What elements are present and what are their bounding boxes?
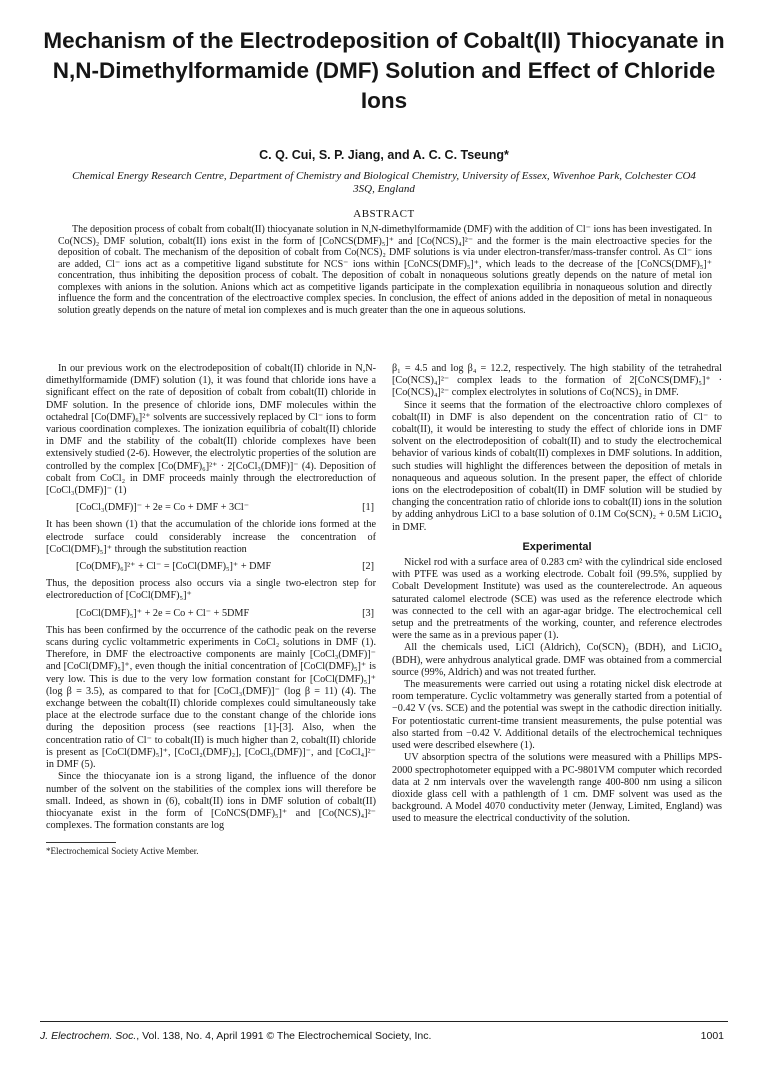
experimental-paragraph-3: The measurements were carried out using a rotating nickel disk electrode at room temperature. Cyclic voltammetry was generally started from a potential of −0.42 V (vs. SCE) and the potential was swept in the cathodic direction initially. For potentiostatic current-time transient measurements, the pulse potential was also started from −0.42 V. Additional details of the electrochemical techniques used were described elsewhere (1).: [392, 679, 722, 752]
footnote: *Electrochemical Society Active Member.: [46, 846, 199, 857]
footer-rule: [40, 1021, 728, 1022]
experimental-paragraph-4: UV absorption spectra of the solutions were measured with a Phillips MPS-2000 spectrophotometer equipped with a PC-9801VM computer which recorded data at 2 nm intervals over the wavelength range 400-800 nm using a silicon dioxide glass cell with a pathlength of 1 cm. DMF solvent was used as the background. A Model 4070 conductivity meter (Jenway, Limited, England) was used to measure the electrical conductivity of the solution.: [392, 752, 722, 825]
intro-paragraph-5: Since the thiocyanate ion is a strong ligand, the influence of the donor number of the solvent on the stabilities of the complex ions will therefore be small. Indeed, as shown in (6), cobalt(II) ions in DMF solution of cobalt(II) thiocyanate exist in the form of [CoNCS(DMF)₅]⁺ and [Co(NCS)₄]²⁻ complexes. The formation constants are log: [46, 771, 376, 832]
intro-paragraph-4: This has been confirmed by the occurrence of the cathodic peak on the reverse scans during cyclic voltammetric experiments in CoCl₂ solutions in DMF (1). Therefore, in DMF the electroactive components are mainly [CoCl₃(DMF)]⁻ and [CoCl(DMF)₅]⁺, even though the initial concentration of [CoCl(DMF)₅]⁺ is very low. This is due to the very low formation constant for [CoCl(DMF)₅]⁺ (log β = 3.5), as compared to that for [CoCl₃(DMF)]⁻ (log β = 11) (4). The exchange between the cobalt(II) chloride complexes could simultaneously take place at the electrode surface due to the constant change of the chloride ions during the deposition process (see reactions [1]-[3]. Also, when the concentration ratio of Cl⁻ to cobalt(II) is much higher than 2, cobalt(II) chloride is present as [CoCl(DMF)₅]⁺, [CoCl₂(DMF)₂], [CoCl₃(DMF)]⁻, and [CoCl₄]²⁻ in DMF (5).: [46, 624, 376, 771]
equation-2-body: [Co(DMF)₆]²⁺ + Cl⁻ = [CoCl(DMF)₅]⁺ + DMF: [76, 561, 272, 573]
author-list: C. Q. Cui, S. P. Jiang, and A. C. C. Tseung*: [259, 148, 509, 162]
left-column: [46, 363, 376, 857]
equation-3-body: [CoCl(DMF)₅]⁺ + 2e = Co + Cl⁻ + 5DMF: [76, 607, 250, 619]
paper-title: Mechanism of the Electrodeposition of Cobalt(II) Thiocyanate in N,N-Dimethylformamide (DMF) Solution and Effect of Chloride Ions: [43, 28, 725, 113]
abstract-heading: ABSTRACT: [353, 208, 415, 220]
experimental-paragraph-2: All the chemicals used, LiCl (Aldrich), Co(SCN)₂ (BDH), and LiClO₄ (BDH), were anhydrous analytical grade. DMF was obtained from a commercial source (99%, Aldrich) and was not treated further.: [392, 642, 722, 678]
right-paragraph-1: β₁ = 4.5 and log β₄ = 12.2, respectively. The high stability of the tetrahedral [Co(NCS)₄]²⁻ complex leads to the formation of 2[CoNCS(DMF)₅]⁺ · [Co(NCS)₄]²⁻ complex electrolytes in solutions of Co(NCS)₂ in DMF.: [392, 363, 722, 399]
intro-paragraph-3: Thus, the deposition process also occurs via a single two-electron step for electroreduction of [CoCl(DMF)₅]⁺: [46, 578, 376, 602]
right-paragraph-2: Since it seems that the formation of the electroactive chloro complexes of cobalt(II) in DMF is also dependent on the concentration ratio of Cl⁻ to cobalt(II), it would be interesting to study the effect of chloride ions in DMF solvent on the electrodeposition of cobalt(II) and to study the electrochemical behavior of various kinds of cobalt(II) complexes in DMF solutions. In addition, such studies will highlight the differences between the deposition of metals in nonaqueous and aqueous solution. In the present paper, the effect of chloride ions on the electrodeposition of cobalt(II) in DMF solution will be studied by changing the concentration ratio of chloride ions to cobalt(II) ions in the solution by adding anhydrous LiCl to a base solution of 0.1M Co(SCN)₂ + 0.5M LiClO₄ in DMF.: [392, 399, 722, 533]
right-column: [392, 363, 722, 826]
affiliation: Chemical Energy Research Centre, Department of Chemistry and Biological Chemistry, University of Essex, Wivenhoe Park, Colchester CO4 3SQ, England: [72, 170, 696, 195]
equation-3: [46, 608, 376, 620]
equation-1: [46, 502, 376, 514]
section-heading-experimental: Experimental: [522, 540, 592, 553]
intro-paragraph-1: In our previous work on the electrodeposition of cobalt(II) chloride in N,N-dimethylformamide (DMF) solution (1), it was found that chloride ions have a significant effect on the rate of deposition of cobalt from cobalt(II) chloride in DMF solution. In the presence of chloride ions, DMF molecules within the octahedral [Co(DMF)₆]²⁺ solvents are successively replaced by Cl⁻ ions to form various coordination complexes. The ionization equilibria of cobalt(II) chloride in DMF and the stability of the cobalt(II) chloride complexes have been extensively studied (2-6). However, the electrolytic properties of the solution are controlled by the complex [Co(DMF)₆]²⁺ · 2[CoCl₃(DMF)]⁻ (4). Deposition of cobalt from CoCl₂ in DMF proceeds mainly through the electroreduction of [CoCl₃(DMF)]⁻ (1): [46, 363, 376, 497]
equation-2-number: [2]: [362, 561, 374, 573]
experimental-paragraph-1: Nickel rod with a surface area of 0.283 cm² with the cylindrical side enclosed with PTFE was used as a working electrode. Cobalt foil (99.5%, supplied by Cobalt Development Institute) was used as the counterelectrode. An aqueous saturated calomel electrode (SCE) was used as the reference electrode which was connected to the cell with an agar-agar bridge. The electrochemical cell setup and the pretreatments of the working, counter, and reference electrodes were the same as in a previous paper (1).: [392, 557, 722, 642]
journal-name: J. Electrochem. Soc.: [40, 1030, 137, 1042]
footnote-rule: [46, 842, 116, 843]
equation-2: [46, 561, 376, 573]
journal-citation: , Vol. 138, No. 4, April 1991 © The Electrochemical Society, Inc.: [136, 1030, 432, 1042]
equation-1-number: [1]: [362, 502, 374, 514]
footer-citation: [40, 1030, 431, 1042]
abstract-text: The deposition process of cobalt from cobalt(II) thiocyanate solution in N,N-dimethylformamide (DMF) with the addition of Cl⁻ ions has been investigated. In Co(NCS)₂ DMF solution, cobalt(II) ions exist in the form of [CoNCS(DMF)₅]⁺ and [Co(NCS)₄]²⁻ and the former is the main electroactive species for the deposition of cobalt. The mechanism of the deposition of cobalt from Co(NCS)₂ DMF solutions is via under electron-transfer/mass-transfer control. As Cl⁻ ions are added, Cl⁻ ions act as a competitive ligand substitute for NCS⁻ ions within [CoNCS(DMF)₅]⁺, which leads to the decrease of the [CoNCS(DMF)₅]⁺ concentration, thus inhibiting the deposition process of cobalt. The deposition of cobalt in nonaqueous solutions greatly depends on the nature of metal ion complexes with anions in the solution. Anions which act as competitive ligands participate in the complexation equilibria in nonaqueous solution and directly influence the form and the concentration of the electroactive complex species. In conclusion, the effect of anions added in the deposition of metal in nonaqueous solution greatly depends on the nature of metal ion complexes and is much greater than the one in aqueous solutions.: [58, 224, 712, 316]
equation-1-body: [CoCl₃(DMF)]⁻ + 2e = Co + DMF + 3Cl⁻: [76, 502, 250, 514]
equation-3-number: [3]: [362, 607, 374, 619]
intro-paragraph-2: It has been shown (1) that the accumulation of the chloride ions formed at the electrode surface could considerably increase the concentration of [CoCl(DMF)₅]⁺ through the substitution reaction: [46, 519, 376, 555]
page-number: 1001: [700, 1030, 724, 1042]
